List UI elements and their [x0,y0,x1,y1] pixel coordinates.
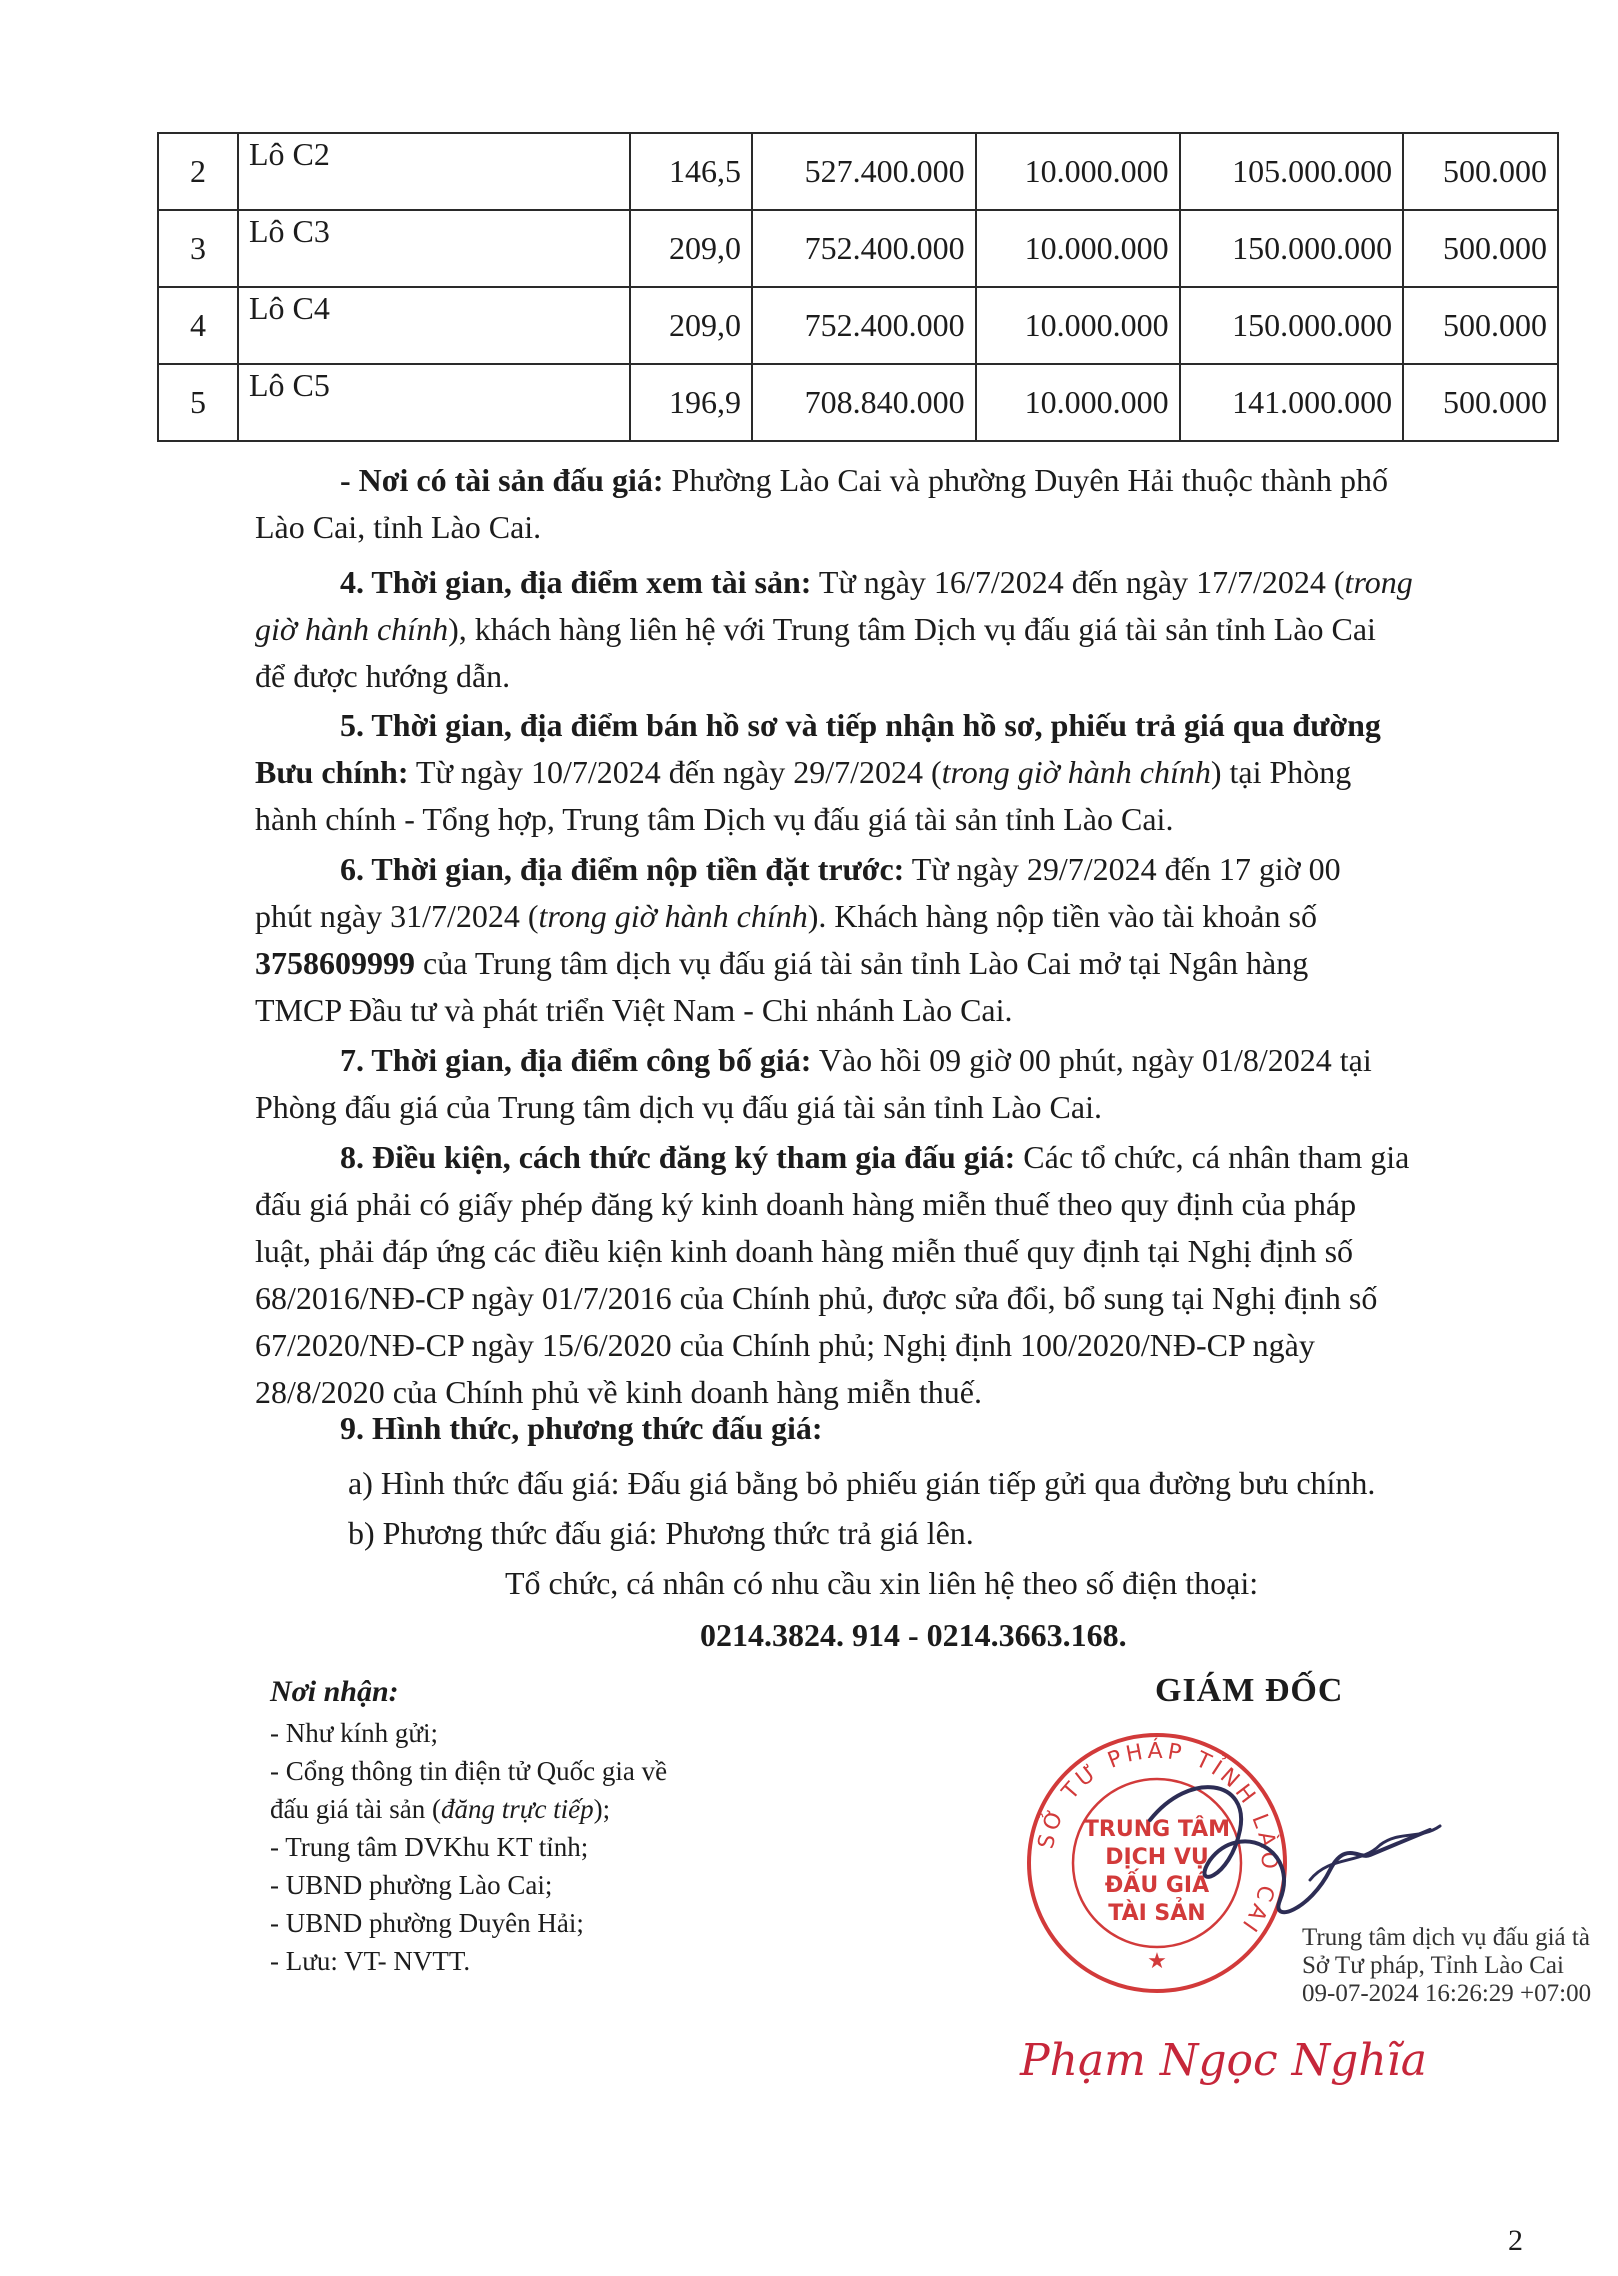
contact-phones: 0214.3824. 914 - 0214.3663.168. [700,1617,1127,1653]
price-step-cell: 500.000 [1403,210,1558,287]
recipient-item: - Như kính gửi; [270,1718,439,1748]
deposit-cell: 105.000.000 [1180,133,1404,210]
recipient-item: - Cổng thông tin điện tử Quốc gia về [270,1756,668,1786]
svg-text:TÀI SẢN: TÀI SẢN [1108,1901,1206,1926]
lot-name-cell: Lô C5 [238,364,630,441]
section-5-line2: Bưu chính: Từ ngày 10/7/2024 đến ngày 29/7/2024 (trong giờ hành chính) tại Phòng [255,754,1352,790]
recipient-item-cont: đấu giá tài sản (đăng trực tiếp); [270,1794,611,1824]
price-step-cell: 500.000 [1403,287,1558,364]
recipients-list [270,1714,740,1980]
handwritten-signature-stroke [1130,1760,1460,1940]
area-cell: 146,5 [630,133,752,210]
recipient-item: - UBND phường Duyên Hải; [270,1908,584,1938]
lot-name-cell: Lô C4 [238,287,630,364]
area-cell: 196,9 [630,364,752,441]
contact-text: Tổ chức, cá nhân có nhu cầu xin liên hệ theo số điện thoại: [505,1565,1259,1601]
lot-number-cell: 3 [158,210,238,287]
start-price-cell: 527.400.000 [752,133,976,210]
table-row [158,133,1558,210]
section-4-line2: giờ hành chính), khách hàng liên hệ với Trung tâm Dịch vụ đấu giá tài sản tỉnh Lào Cai [255,611,1376,647]
asset-location-line2: Lào Cai, tỉnh Lào Cai. [255,509,542,545]
table-row [158,210,1558,287]
section-8-line4: 68/2016/NĐ-CP ngày 01/7/2016 của Chính phủ, được sửa đổi, bổ sung tại Nghị định số [255,1280,1378,1316]
recipients-title: Nơi nhận: [270,1675,399,1708]
section-6-line4: TMCP Đầu tư và phát triển Việt Nam - Chi nhánh Lào Cai. [255,992,1013,1028]
section-9-title: 9. Hình thức, phương thức đấu giá: [340,1410,823,1446]
section-7-line2: Phòng đấu giá của Trung tâm dịch vụ đấu giá tài sản tỉnh Lào Cai. [255,1089,1102,1125]
file-fee-cell: 10.000.000 [976,133,1180,210]
table-row [158,364,1558,441]
table-row [158,287,1558,364]
deposit-cell: 150.000.000 [1180,287,1404,364]
section-6-line2: phút ngày 31/7/2024 (trong giờ hành chính). Khách hàng nộp tiền vào tài khoản số [255,898,1317,934]
deposit-cell: 150.000.000 [1180,210,1404,287]
section-8-line6: 28/8/2020 của Chính phủ về kinh doanh hàng miễn thuế. [255,1374,982,1410]
lot-name-cell: Lô C2 [238,133,630,210]
price-step-cell: 500.000 [1403,133,1558,210]
section-4-line1: 4. Thời gian, địa điểm xem tài sản: Từ ngày 16/7/2024 đến ngày 17/7/2024 (trong [340,564,1413,600]
price-step-cell: 500.000 [1403,364,1558,441]
recipient-item: - Lưu: VT- NVTT. [270,1946,471,1976]
director-title: GIÁM ĐỐC [1155,1672,1344,1709]
recipient-item: - UBND phường Lào Cai; [270,1870,553,1900]
section-8-line1: 8. Điều kiện, cách thức đăng ký tham gia đấu giá: Các tổ chức, cá nhân tham gia [340,1139,1410,1175]
deposit-cell: 141.000.000 [1180,364,1404,441]
svg-text:★: ★ [1147,1948,1167,1973]
page-number: 2 [1508,2224,1523,2257]
section-7-line1: 7. Thời gian, địa điểm công bố giá: Vào hồi 09 giờ 00 phút, ngày 01/8/2024 tại [340,1042,1372,1078]
svg-text:TRUNG TÂM: TRUNG TÂM [1083,1817,1231,1842]
section-5-line1: 5. Thời gian, địa điểm bán hồ sơ và tiếp nhận hồ sơ, phiếu trả giá qua đường [340,707,1381,743]
section-8-line5: 67/2020/NĐ-CP ngày 15/6/2020 của Chính phủ; Nghị định 100/2020/NĐ-CP ngày [255,1327,1315,1363]
section-6-line1: 6. Thời gian, địa điểm nộp tiền đặt trước: Từ ngày 29/7/2024 đến 17 giờ 00 [340,851,1341,887]
asset-location-line1: - Nơi có tài sản đấu giá: Phường Lào Cai và phường Duyên Hải thuộc thành phố [340,462,1388,498]
section-5-line3: hành chính - Tổng hợp, Trung tâm Dịch vụ đấu giá tài sản tỉnh Lào Cai. [255,801,1174,837]
recipient-item: - Trung tâm DVKhu KT tỉnh; [270,1832,589,1862]
area-cell: 209,0 [630,210,752,287]
auction-form: a) Hình thức đấu giá: Đấu giá bằng bỏ phiếu gián tiếp gửi qua đường bưu chính. [348,1465,1376,1501]
section-4-line3: để được hướng dẫn. [255,658,511,694]
start-price-cell: 708.840.000 [752,364,976,441]
section-6-line3: 3758609999 của Trung tâm dịch vụ đấu giá tài sản tỉnh Lào Cai mở tại Ngân hàng [255,945,1309,981]
svg-text:ĐẤU GIÁ: ĐẤU GIÁ [1104,1873,1210,1898]
signer-name: Phạm Ngọc Nghĩa [1020,2035,1427,2086]
svg-text:SỞ TƯ PHÁP TỈNH LÀO CAI: SỞ TƯ PHÁP TỈNH LÀO CAI [1033,1738,1282,1939]
auction-method: b) Phương thức đấu giá: Phương thức trả giá lên. [348,1515,974,1551]
account-number: 3758609999 [255,945,415,981]
lots-table [157,132,1559,442]
lot-number-cell: 5 [158,364,238,441]
file-fee-cell: 10.000.000 [976,287,1180,364]
section-8-line3: luật, phải đáp ứng các điều kiện kinh doanh hàng miễn thuế quy định tại Nghị định số [255,1233,1354,1269]
file-fee-cell: 10.000.000 [976,364,1180,441]
svg-text:DỊCH VỤ: DỊCH VỤ [1105,1845,1209,1870]
area-cell: 209,0 [630,287,752,364]
start-price-cell: 752.400.000 [752,287,976,364]
lot-name-cell: Lô C3 [238,210,630,287]
section-8-line2: đấu giá phải có giấy phép đăng ký kinh doanh hàng miễn thuế theo quy định của pháp [255,1186,1357,1222]
lot-number-cell: 2 [158,133,238,210]
lot-number-cell: 4 [158,287,238,364]
digital-signature-info: Trung tâm dịch vụ đấu giá tà Sở Tư pháp, Tỉnh Lào Cai 09-07-2024 16:26:29 +07:00 [1302,1924,1592,2007]
start-price-cell: 752.400.000 [752,210,976,287]
file-fee-cell: 10.000.000 [976,210,1180,287]
